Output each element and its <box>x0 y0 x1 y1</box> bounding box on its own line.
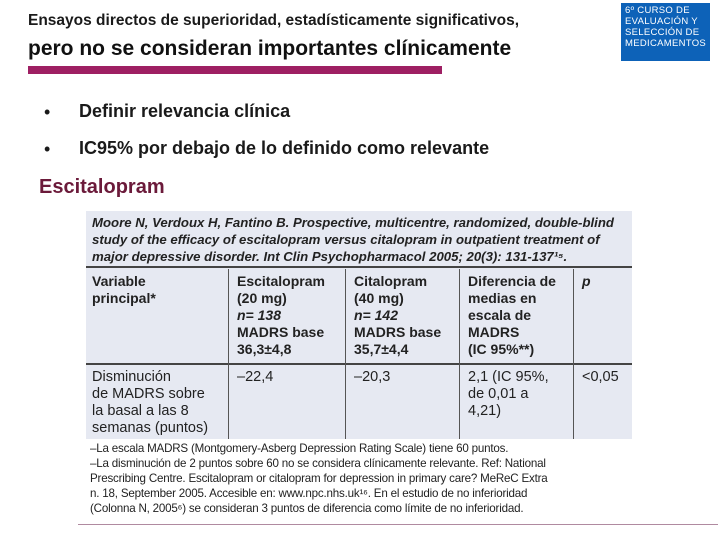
header-text: escala de <box>468 307 532 323</box>
header-p-value <box>582 273 591 290</box>
bullet-text: IC95% por debajo de lo definido como relevante <box>79 138 490 158</box>
column-divider <box>345 269 346 439</box>
logo-line: 6º CURSO DE <box>625 5 690 16</box>
header-text: principal* <box>92 290 156 306</box>
course-logo <box>621 3 710 61</box>
study-notes <box>86 439 606 521</box>
logo-line: SELECCIÓN DE <box>625 27 700 38</box>
header-text: Diferencia de <box>468 273 556 289</box>
cell-text: 4,21) <box>468 403 502 419</box>
note-line: Prescribing Centre. Escitalopram or citalopram for depression in primary care? MeReC Extra <box>90 472 548 485</box>
column-divider <box>459 269 460 439</box>
study-table-image <box>86 211 632 439</box>
header-text: MADRS <box>468 324 520 340</box>
cell-text: semanas (puntos) <box>92 420 209 436</box>
header-difference <box>468 273 556 358</box>
slide-title-line-1: Ensayos directos de superioridad, estadísticamente significativos, <box>28 12 519 29</box>
header-text: (IC 95%**) <box>468 341 535 357</box>
bullet-marker: • <box>44 102 51 122</box>
cell-text: –20,3 <box>354 369 391 385</box>
header-text: MADRS base <box>354 324 442 340</box>
row-difference-value <box>468 369 549 420</box>
logo-line: MEDICAMENTOS <box>625 38 707 49</box>
title-underline <box>28 66 442 74</box>
cell-text: de 0,01 a <box>468 386 529 402</box>
column-divider <box>228 269 229 439</box>
section-title: Escitalopram <box>39 176 165 198</box>
slide-title-line-2: pero no se consideran importantes clínicamente <box>28 37 512 60</box>
header-text: 36,3±4,8 <box>237 341 292 357</box>
header-text: n= 142 <box>354 307 398 323</box>
header-escitalopram <box>237 273 325 358</box>
header-text: medias en <box>468 290 537 306</box>
bullet-marker: • <box>44 139 51 159</box>
cell-text: <0,05 <box>582 369 619 385</box>
table-top-rule <box>86 266 632 268</box>
header-text: Variable <box>92 273 146 289</box>
cell-text: de MADRS sobre <box>92 386 205 402</box>
note-line: n. 18, September 2005. Accesible en: www.npc.nhs.uk¹⁶. En el estudio de no inferioridad <box>90 487 528 500</box>
cell-text: –22,4 <box>237 369 274 385</box>
header-text: (40 mg) <box>354 290 404 306</box>
cell-text: Disminución <box>92 369 171 385</box>
reference-line: study of the efficacy of escitalopram versus citalopram in outpatient treatment of <box>92 232 600 247</box>
row-variable <box>92 369 208 437</box>
cell-text: la basal a las 8 <box>92 403 189 419</box>
bullet-item <box>44 138 489 175</box>
cell-text: 2,1 (IC 95%, <box>468 369 549 385</box>
footer-rule <box>78 524 718 525</box>
reference-line: Moore N, Verdoux H, Fantino B. Prospective, multicentre, randomized, double-blind <box>92 215 614 230</box>
header-text: Escitalopram <box>237 273 325 289</box>
header-text: p <box>582 273 591 289</box>
note-line: –La escala MADRS (Montgomery-Asberg Depression Rating Scale) tiene 60 puntos. <box>90 442 509 455</box>
logo-line: EVALUACIÓN Y <box>625 16 698 27</box>
bullet-list <box>44 101 489 175</box>
column-divider <box>573 269 574 439</box>
row-p-value <box>582 369 619 386</box>
header-citalopram <box>354 273 441 358</box>
reference-line: major depressive disorder. Int Clin Psychopharmacol 2005; 20(3): 131-137¹⁵. <box>92 249 568 264</box>
header-text: MADRS base <box>237 324 325 340</box>
header-text: (20 mg) <box>237 290 287 306</box>
row-escitalopram-value <box>237 369 273 386</box>
note-line: (Colonna N, 2005⁶) se consideran 3 puntos de diferencia como límite de no inferioridad. <box>90 502 524 515</box>
bullet-text: Definir relevancia clínica <box>79 101 291 121</box>
study-reference <box>92 214 628 265</box>
bullet-item <box>44 101 489 138</box>
header-text: 35,7±4,4 <box>354 341 409 357</box>
note-line: –La disminución de 2 puntos sobre 60 no se considera clínicamente relevante. Ref: National <box>90 457 546 470</box>
row-citalopram-value <box>354 369 390 386</box>
table-header-rule <box>86 363 632 365</box>
header-text: n= 138 <box>237 307 281 323</box>
header-text: Citalopram <box>354 273 428 289</box>
header-variable <box>92 273 156 307</box>
